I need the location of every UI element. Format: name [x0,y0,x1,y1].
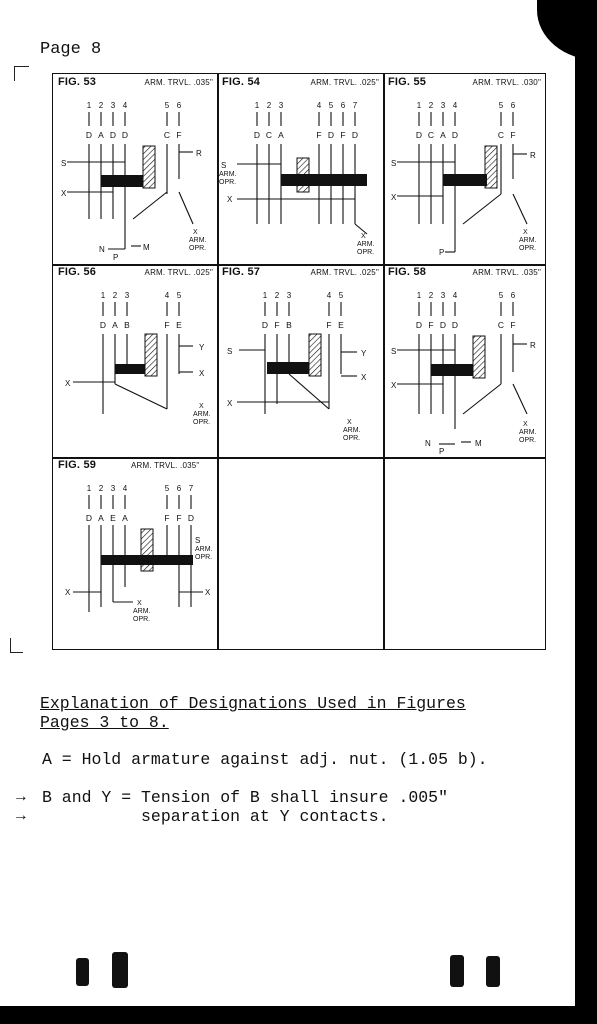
contact-number: 5 [498,101,504,110]
contact-letter: A [112,320,118,330]
punch-hole-mark [450,955,464,987]
contact-number: 4 [122,484,128,493]
corner-mark-top-left [14,66,29,81]
label-x: X [205,588,211,597]
figure-54 [217,74,383,264]
contact-letter: F [510,320,516,330]
contact-letter: D [253,130,261,140]
contact-number: 6 [176,484,182,493]
contact-number: 1 [416,291,422,300]
contact-number: 1 [254,101,260,110]
definition-a: A = Hold armature against adj. nut. (1.05 b). [42,750,488,769]
contact-letter: D [439,320,447,330]
contact-number: 3 [124,291,130,300]
contact-number: 4 [122,101,128,110]
corner-mark-bottom-left [10,638,23,653]
label-x: X [61,189,67,198]
armature-travel: ARM. TRVL. .035" [472,268,541,277]
contact-letter: E [110,513,116,523]
contact-number: 3 [110,484,116,493]
figure-title: FIG. 53 [58,76,97,88]
contact-number: 6 [176,101,182,110]
figure-grid [52,73,546,650]
heading-line-1: Explanation of Designations Used in Figures [40,694,466,713]
label-x: X [347,419,352,426]
armature-travel: ARM. TRVL. .025" [144,268,213,277]
contact-letter: F [340,130,346,140]
contact-letter: B [286,320,292,330]
figure-title: FIG. 59 [58,459,97,471]
contact-letter: D [99,320,107,330]
contact-letter: D [261,320,269,330]
label-arm: ARM. [189,237,207,244]
label-x: X [137,600,142,607]
contact-number: 4 [452,101,458,110]
label-r: R [530,151,536,160]
contact-number: 1 [86,484,92,493]
contact-letter: F [326,320,332,330]
label-s: S [195,536,201,545]
label-opr: OPR. [343,435,361,442]
definition-b-y-line-2: separation at Y contacts. [42,807,389,826]
contact-number: 3 [440,101,446,110]
label-x: X [227,399,233,408]
contact-letter: D [327,130,335,140]
contact-letter: D [85,513,93,523]
contact-number: 6 [510,101,516,110]
contact-letter: F [510,130,516,140]
contact-letter: D [451,130,459,140]
figure-59 [53,457,217,649]
label-arm: ARM. [219,171,237,178]
figure-56 [53,264,217,457]
label-opr: OPR. [519,437,537,444]
contact-number: 7 [188,484,194,493]
figure-title: FIG. 57 [222,266,261,278]
figure-55 [383,74,545,264]
contact-letter: E [338,320,344,330]
contact-number: 4 [452,291,458,300]
label-opr: OPR. [357,249,375,256]
contact-letter: D [415,320,423,330]
figure-57-diagram [217,264,383,457]
contact-number: 3 [278,101,284,110]
figure-55-diagram [383,74,545,264]
armature-travel: ARM. TRVL. .025" [310,78,379,87]
label-s: S [221,161,227,170]
figure-title: FIG. 56 [58,266,97,278]
contact-number: 2 [428,291,434,300]
contact-number: 6 [510,291,516,300]
label-p: P [439,248,445,257]
contact-number: 5 [164,101,170,110]
figure-58 [383,264,545,457]
label-y: Y [361,349,367,358]
label-opr: OPR. [193,419,211,426]
contact-letter: F [164,513,170,523]
label-x: X [391,381,397,390]
label-y: Y [199,343,205,352]
armature-travel: ARM. TRVL. .035" [131,461,200,470]
armature-travel: ARM. TRVL. .025" [310,268,379,277]
contact-letter: F [316,130,322,140]
figure-title: FIG. 58 [388,266,427,278]
margin-arrow: → [16,807,26,825]
contact-number: 3 [440,291,446,300]
contact-number: 7 [352,101,358,110]
page-label: Page 8 [40,40,102,59]
label-opr: OPR. [195,554,213,561]
contact-number: 3 [110,101,116,110]
contact-letter: D [187,513,195,523]
contact-letter: D [109,130,117,140]
contact-number: 5 [338,291,344,300]
label-x: X [523,229,528,236]
contact-letter: A [98,130,104,140]
label-x: X [65,588,71,597]
armature-travel: ARM. TRVL. .030" [472,78,541,87]
contact-letter: D [415,130,423,140]
contact-number: 5 [498,291,504,300]
label-s: S [61,159,67,168]
contact-number: 3 [286,291,292,300]
figure-59-diagram [53,457,217,649]
label-m: M [475,439,482,448]
contact-number: 2 [98,101,104,110]
label-arm: ARM. [357,241,375,248]
label-s: S [391,347,397,356]
explanation-heading [40,694,466,732]
contact-letter: F [164,320,170,330]
label-arm: ARM. [343,427,361,434]
label-arm: ARM. [519,429,537,436]
figure-title: FIG. 54 [222,76,261,88]
contact-letter: C [163,130,171,140]
label-r: R [196,149,202,158]
label-opr: OPR. [133,616,151,623]
label-n: N [425,439,431,448]
label-arm: ARM. [193,411,211,418]
contact-letter: A [122,513,128,523]
label-x: X [361,373,367,382]
contact-number: 1 [86,101,92,110]
label-arm: ARM. [519,237,537,244]
contact-letter: C [265,130,273,140]
contact-letter: D [85,130,93,140]
figure-56-diagram [53,264,217,457]
page-edge-right [575,0,597,1024]
margin-arrow: → [16,788,26,806]
label-x: X [523,421,528,428]
contact-letter: F [176,513,182,523]
contact-letter: F [428,320,434,330]
label-x: X [361,233,366,240]
contact-number: 2 [98,484,104,493]
armature-travel: ARM. TRVL. .035" [144,78,213,87]
label-arm: ARM. [133,608,151,615]
contact-letter: B [124,320,130,330]
label-x: X [391,193,397,202]
page-edge-bottom [0,1006,597,1024]
label-p: P [439,447,445,456]
contact-letter: E [176,320,182,330]
definition-b-y-line-1: B and Y = Tension of B shall insure .005" [42,788,448,807]
contact-number: 5 [176,291,182,300]
punch-hole-mark [112,952,128,988]
label-p: P [113,253,119,262]
contact-number: 5 [328,101,334,110]
contact-letter: D [351,130,359,140]
figure-57 [217,264,383,457]
label-x: X [227,195,233,204]
label-opr: OPR. [519,245,537,252]
punch-hole-mark [76,958,89,986]
contact-number: 2 [266,101,272,110]
heading-line-2: Pages 3 to 8. [40,713,169,732]
contact-number: 2 [428,101,434,110]
punch-hole-mark [486,956,500,987]
contact-letter: D [451,320,459,330]
label-r: R [530,341,536,350]
contact-number: 1 [100,291,106,300]
label-opr: OPR. [219,179,237,186]
contact-number: 4 [326,291,332,300]
figure-53 [53,74,217,264]
figure-54-diagram [217,74,383,264]
contact-number: 6 [340,101,346,110]
label-x: X [193,229,198,236]
label-x: X [199,403,204,410]
contact-number: 2 [112,291,118,300]
label-n: N [99,245,105,254]
label-x: X [199,369,205,378]
contact-letter: A [440,130,446,140]
contact-letter: D [121,130,129,140]
contact-number: 4 [164,291,170,300]
contact-letter: F [274,320,280,330]
contact-number: 5 [164,484,170,493]
label-opr: OPR. [189,245,207,252]
figure-53-diagram [53,74,217,264]
label-arm: ARM. [195,546,213,553]
label-s: S [227,347,233,356]
label-s: S [391,159,397,168]
figure-title: FIG. 55 [388,76,427,88]
contact-letter: F [176,130,182,140]
contact-letter: A [98,513,104,523]
label-m: M [143,243,150,252]
contact-letter: C [497,130,505,140]
contact-number: 1 [262,291,268,300]
contact-letter: A [278,130,284,140]
label-x: X [65,379,71,388]
contact-letter: C [427,130,435,140]
contact-number: 2 [274,291,280,300]
contact-number: 4 [316,101,322,110]
contact-letter: C [497,320,505,330]
figure-58-diagram [383,264,545,457]
contact-number: 1 [416,101,422,110]
